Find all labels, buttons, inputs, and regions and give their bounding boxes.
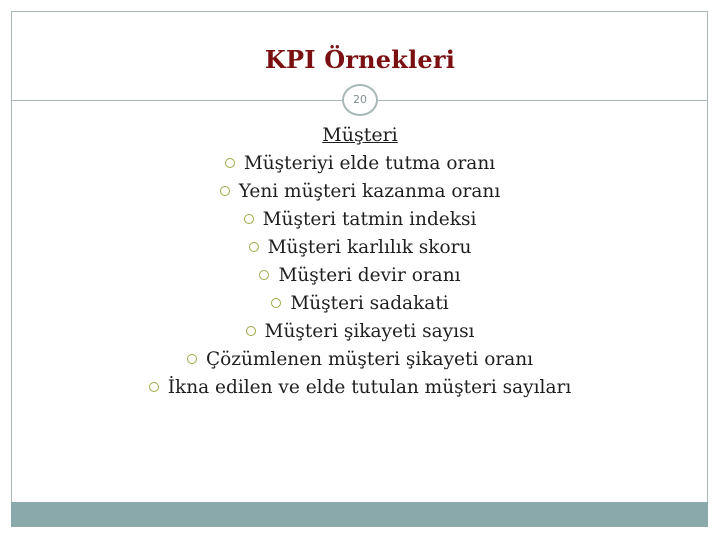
list-item-text: Müşteri tatmin indeksi — [262, 209, 477, 230]
hollow-circle-icon — [149, 382, 159, 392]
list-item-text: Müşteriyi elde tutma oranı — [243, 153, 496, 174]
list-item — [0, 178, 720, 206]
list-item — [0, 346, 720, 374]
list-item-text: Müşteri devir oranı — [278, 265, 461, 286]
list-item — [0, 206, 720, 234]
list-item — [0, 262, 720, 290]
hollow-circle-icon — [271, 298, 281, 308]
kpi-list — [0, 150, 720, 402]
hollow-circle-icon — [246, 326, 256, 336]
list-item-text: Çözümlenen müşteri şikayeti oranı — [205, 349, 534, 370]
list-item-text: Yeni müşteri kazanma oranı — [238, 181, 501, 202]
footer-bar — [11, 502, 708, 527]
list-item-text: İkna edilen ve elde tutulan müşteri sayıları — [167, 377, 572, 398]
slide-number-badge: 20 — [342, 84, 378, 116]
list-item-text: Müşteri karlılık skoru — [267, 237, 472, 258]
list-item — [0, 290, 720, 318]
list-item — [0, 374, 720, 402]
hollow-circle-icon — [187, 354, 197, 364]
list-item-text: Müşteri sadakati — [290, 293, 449, 314]
hollow-circle-icon — [259, 270, 269, 280]
slide-title: KPI Örnekleri — [264, 45, 456, 74]
section-heading: Müşteri — [322, 124, 398, 146]
hollow-circle-icon — [220, 186, 230, 196]
hollow-circle-icon — [225, 158, 235, 168]
list-item — [0, 150, 720, 178]
list-item-text: Müşteri şikayeti sayısı — [264, 321, 475, 342]
hollow-circle-icon — [249, 242, 259, 252]
list-item — [0, 318, 720, 346]
hollow-circle-icon — [244, 214, 254, 224]
list-item — [0, 234, 720, 262]
